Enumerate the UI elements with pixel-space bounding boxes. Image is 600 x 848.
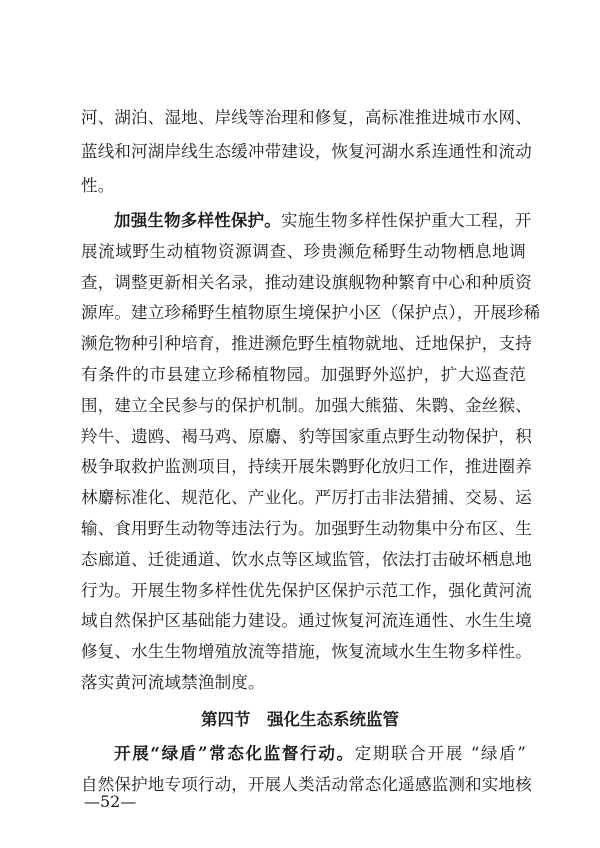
paragraph-1-line-1: 河、湖泊、湿地、岸线等治理和修复，高标准推进城市水网、 xyxy=(81,108,532,127)
paragraph-2-line-15: 修复、水生生物增殖放流等措施，恢复流域水生生物多样性。 xyxy=(81,642,532,662)
paragraph-2-line-6: 有条件的市县建立珍稀植物园。加强野外巡护，扩大巡查范 xyxy=(81,365,526,384)
paragraph-2-first-line-text: 实施生物多样性保护重大工程，开 xyxy=(281,211,532,230)
paragraph-2-line-11: 输、食用野生动物等违法行为。加强野生动物集中分布区、生 xyxy=(81,519,532,538)
paragraph-2-line-3: 查，调整更新相关名录，推动建设旗舰物种繁育中心和种质资 xyxy=(81,272,532,292)
paragraph-2-heading: 加强生物多样性保护。 xyxy=(114,211,281,230)
paragraph-2-line-12: 态廊道、迁徙通道、饮水点等区域监管，依法打击破坏栖息地 xyxy=(81,549,532,569)
paragraph-2-line-14: 域自然保护区基础能力建设。通过恢复河流连通性、水生生境 xyxy=(81,611,532,631)
paragraph-2-line-1 xyxy=(114,211,532,231)
paragraph-2-line-8: 羚牛、遗鸥、褐马鸡、原麝、豹等国家重点野生动物保护，积 xyxy=(81,426,532,446)
paragraph-2-line-7: 围，建立全民参与的保护机制。加强大熊猫、朱鹮、金丝猴、 xyxy=(81,395,532,415)
paragraph-2-line-5: 濒危物种引种培育，推进濒危野生植物就地、迁地保护，支持 xyxy=(81,334,532,354)
paragraph-3-line-2: 自然保护地专项行动，开展人类活动常态化遥感监测和实地核 xyxy=(81,774,532,794)
paragraph-3-first-line-text: 定期联合开展 “绿盾” xyxy=(354,743,526,763)
paragraph-2-line-13: 行为。开展生物多样性优先保护区保护示范工作，强化黄河流 xyxy=(81,580,532,600)
paragraph-2-line-4: 源库。建立珍稀野生植物原生境保护小区（保护点），开展珍稀 xyxy=(81,303,541,323)
paragraph-2-line-16: 落实黄河流域禁渔制度。 xyxy=(81,673,265,692)
paragraph-3-line-1 xyxy=(114,744,526,764)
paragraph-1-line-2: 蓝线和河湖岸线生态缓冲带建设，恢复河湖水系连通性和流动 xyxy=(81,142,532,161)
page-number: —52— xyxy=(84,792,137,811)
paragraph-3-heading: 开展“绿盾”常态化监督行动。 xyxy=(114,743,355,763)
paragraph-2-line-10: 林麝标准化、规范化、产业化。严厉打击非法猎捕、交易、运 xyxy=(81,488,532,508)
paragraph-1-line-3: 性。 xyxy=(81,176,115,195)
paragraph-2-line-2: 展流域野生动植物资源调查、珍贵濒危稀野生动物栖息地调 xyxy=(81,241,526,261)
paragraph-2-line-9: 极争取救护监测项目，持续开展朱鹮野化放归工作，推进圈养 xyxy=(81,457,532,477)
section-title: 第四节 强化生态系统监管 xyxy=(201,709,399,729)
